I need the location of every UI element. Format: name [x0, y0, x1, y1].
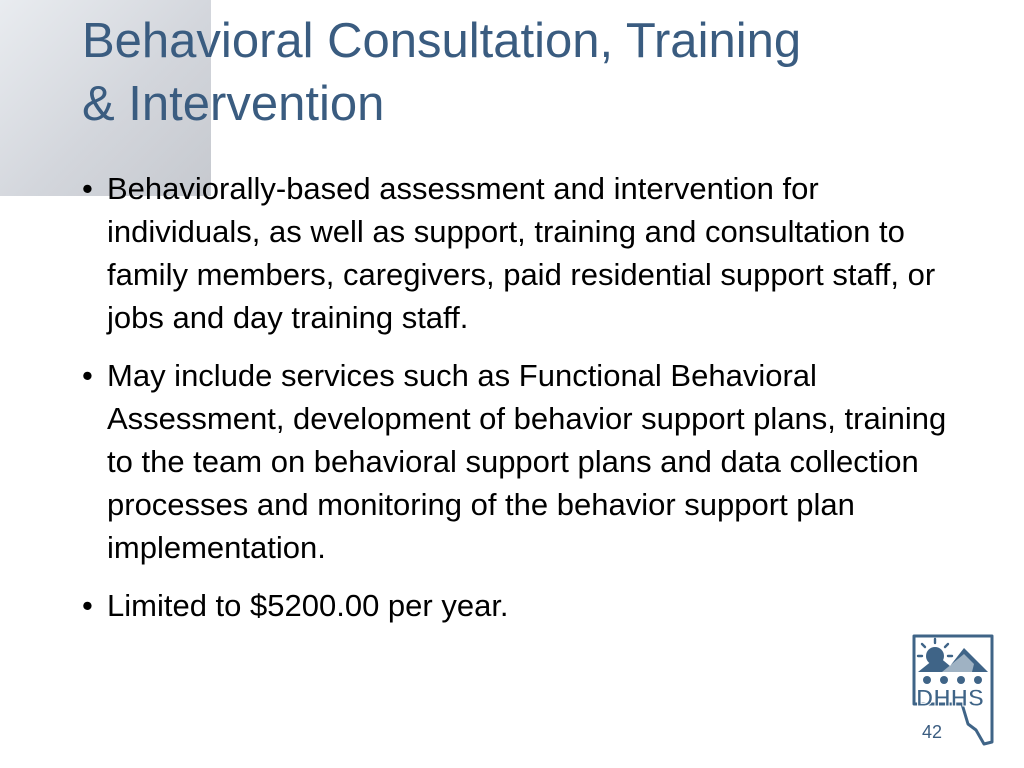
title-line-2: & Intervention	[82, 77, 385, 131]
page-number: 42	[921, 722, 943, 742]
bullet-item	[82, 584, 962, 627]
bullet-item	[82, 354, 962, 569]
bullet-text: Limited to $5200.00 per year.	[107, 588, 509, 623]
bullet-marker: •	[82, 588, 93, 623]
dhhs-letters	[916, 685, 984, 712]
slide-title	[82, 10, 982, 136]
title-line-1: Behavioral Consultation, Training	[82, 14, 802, 68]
bullet-text: May include services such as Functional Behavioral Assessment, development of behavior support plans, training to the team on behavioral support plans and data collection processes and monitoring of the behavior support plan implementation.	[107, 358, 947, 565]
bullet-item	[82, 167, 962, 339]
dhhs-letters-text: DHHS	[916, 685, 985, 712]
bullet-list	[82, 167, 962, 642]
bullet-marker: •	[82, 358, 93, 393]
bullet-text: Behaviorally-based assessment and intervention for individuals, as well as support, training and consultation to family members, caregivers, paid residential support staff, or jobs and day training staff.	[107, 171, 936, 335]
bullet-marker: •	[82, 171, 93, 206]
